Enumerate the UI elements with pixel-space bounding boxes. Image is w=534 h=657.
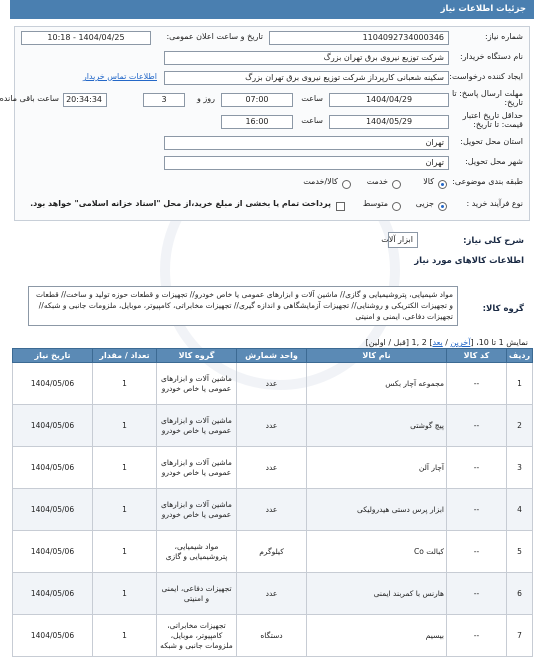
- buyer-label: نام دستگاه خریدار:: [460, 52, 523, 61]
- reply-time-field: 07:00: [221, 93, 293, 107]
- cell-unit: دستگاه: [237, 615, 307, 657]
- cell-qty: 1: [93, 573, 157, 615]
- cell-name: ابزار پرس دستی هیدرولیکی: [307, 489, 447, 531]
- announce-field: 1404/04/25 - 10:18: [21, 31, 151, 45]
- cell-row: 3: [507, 447, 533, 489]
- col-name: نام کالا: [307, 349, 447, 363]
- city-label: شهر محل تحویل:: [465, 157, 523, 166]
- creator-field: سکینه شعبانی کارپرداز شرکت توزیع نیروی برق تهران بزرگ: [164, 71, 449, 85]
- pager-pages: ] 2 ,1 [قبل / اولین]: [365, 338, 433, 347]
- pager-last-link[interactable]: آخرین: [450, 338, 471, 347]
- category-option-goods: کالا: [423, 177, 434, 186]
- creator-label: ایجاد کننده درخواست:: [449, 72, 523, 81]
- category-radio-both[interactable]: [342, 180, 351, 189]
- cell-date: 1404/05/06: [13, 447, 93, 489]
- cell-qty: 1: [93, 531, 157, 573]
- goods-group-text: مواد شیمیایی، پتروشیمیایی و گازی// ماشین آلات و ابزارهای عمومی یا خاص خودرو// تجهیزات و قطعات حوزه تولید و ساخت// قطعات و تجهیزات الکتریکی و روشنایی// تجهیزات آزمایشگاهی و اندازه گیری// تجهیزات مخابراتی، کامپیوتر، موبایل، ملزومات جانبی و شبکه// تجهیزات دفاعی، ایمنی و امنیتی: [28, 286, 458, 326]
- process-radio-minor[interactable]: [438, 202, 447, 211]
- process-option-minor: جزیی: [415, 199, 434, 208]
- pager-next-link[interactable]: بعد: [432, 338, 443, 347]
- col-group: گروه کالا: [157, 349, 237, 363]
- province-field: تهران: [164, 136, 449, 150]
- cell-name: آچار آلن: [307, 447, 447, 489]
- goods-section-title: اطلاعات کالاهای مورد نیاز: [414, 256, 524, 266]
- table-row[interactable]: [13, 531, 533, 573]
- cell-group: مواد شیمیایی، پتروشیمیایی و گازی: [157, 531, 237, 573]
- cell-group: ماشین آلات و ابزارهای عمومی یا خاص خودرو: [157, 489, 237, 531]
- buyer-contact-link[interactable]: اطلاعات تماس خریدار: [82, 72, 157, 81]
- goods-table: [12, 348, 533, 657]
- cell-name: مجموعه آچار بکس: [307, 363, 447, 405]
- validity-time-label: ساعت: [301, 116, 323, 125]
- cell-code: --: [447, 573, 507, 615]
- need-details-panel: [0, 26, 530, 221]
- pager-prefix: نمایش 1 تا 10، [: [470, 338, 528, 347]
- col-code: کد کالا: [447, 349, 507, 363]
- table-row[interactable]: [13, 573, 533, 615]
- table-row[interactable]: [13, 363, 533, 405]
- cell-code: --: [447, 615, 507, 657]
- treasury-checkbox[interactable]: [336, 202, 345, 211]
- reply-date-field: 1404/04/29: [329, 93, 449, 107]
- need-number-label: شماره نیاز:: [485, 32, 523, 41]
- cell-name: کبالت Co: [307, 531, 447, 573]
- cell-group: ماشین آلات و ابزارهای عمومی یا خاص خودرو: [157, 405, 237, 447]
- col-qty: تعداد / مقدار: [93, 349, 157, 363]
- page-header: جزئیات اطلاعات نیاز: [10, 0, 534, 19]
- treasury-note: پرداخت تمام یا بخشی از مبلغ خرید،از محل "اسناد خزانه اسلامی" خواهد بود.: [30, 199, 331, 208]
- table-row[interactable]: [13, 447, 533, 489]
- need-number-field: 1104092734000346: [269, 31, 449, 45]
- cell-row: 1: [507, 363, 533, 405]
- cell-row: 5: [507, 531, 533, 573]
- cell-group: تجهیزات دفاعی، ایمنی و امنیتی: [157, 573, 237, 615]
- cell-code: --: [447, 489, 507, 531]
- days-remaining-field: 3: [143, 93, 185, 107]
- cell-qty: 1: [93, 447, 157, 489]
- cell-date: 1404/05/06: [13, 615, 93, 657]
- reply-deadline-label: مهلت ارسال پاسخ: تا تاریخ:: [451, 89, 523, 107]
- table-header-row: [13, 349, 533, 363]
- cell-name: پیچ گوشتی: [307, 405, 447, 447]
- category-option-service: خدمت: [366, 177, 388, 186]
- category-radio-goods[interactable]: [438, 180, 447, 189]
- col-unit: واحد شمارش: [237, 349, 307, 363]
- announce-label: تاریخ و ساعت اعلان عمومی:: [166, 32, 263, 41]
- cell-row: 7: [507, 615, 533, 657]
- category-label: طبقه بندی موضوعی:: [452, 177, 523, 186]
- reply-time-label: ساعت: [301, 94, 323, 103]
- pager-sep: /: [442, 338, 451, 347]
- cell-code: --: [447, 447, 507, 489]
- cell-group: ماشین آلات و ابزارهای عمومی یا خاص خودرو: [157, 447, 237, 489]
- cell-code: --: [447, 531, 507, 573]
- cell-code: --: [447, 363, 507, 405]
- table-row[interactable]: [13, 405, 533, 447]
- remaining-time-field: 20:34:34: [63, 93, 107, 107]
- category-option-both: کالا/خدمت: [303, 177, 338, 186]
- province-label: استان محل تحویل:: [460, 137, 523, 146]
- cell-row: 2: [507, 405, 533, 447]
- cell-row: 6: [507, 573, 533, 615]
- cell-unit: عدد: [237, 447, 307, 489]
- cell-unit: کیلوگرم: [237, 531, 307, 573]
- cell-qty: 1: [93, 615, 157, 657]
- cell-name: بیسیم: [307, 615, 447, 657]
- col-date: تاریخ نیاز: [13, 349, 93, 363]
- cell-date: 1404/05/06: [13, 531, 93, 573]
- validity-time-field: 16:00: [221, 115, 293, 129]
- cell-unit: عدد: [237, 489, 307, 531]
- buyer-field: شرکت توزیع نیروی برق تهران بزرگ: [164, 51, 449, 65]
- pagination: [366, 338, 528, 347]
- cell-qty: 1: [93, 489, 157, 531]
- days-label: روز و: [197, 94, 215, 103]
- col-row: ردیف: [507, 349, 533, 363]
- cell-group: ماشین آلات و ابزارهای عمومی یا خاص خودرو: [157, 363, 237, 405]
- cell-unit: عدد: [237, 573, 307, 615]
- table-row[interactable]: [13, 489, 533, 531]
- cell-qty: 1: [93, 363, 157, 405]
- validity-date-field: 1404/05/29: [329, 115, 449, 129]
- cell-date: 1404/05/06: [13, 405, 93, 447]
- cell-unit: عدد: [237, 363, 307, 405]
- cell-qty: 1: [93, 405, 157, 447]
- cell-code: --: [447, 405, 507, 447]
- cell-date: 1404/05/06: [13, 363, 93, 405]
- process-radio-medium[interactable]: [392, 202, 401, 211]
- summary-label: شرح کلی نیاز:: [463, 236, 524, 246]
- remaining-label: ساعت باقی مانده: [0, 94, 59, 103]
- process-label: نوع فرآیند خرید :: [466, 199, 523, 208]
- validity-label: حداقل تاریخ اعتبار قیمت: تا تاریخ:: [462, 111, 523, 129]
- cell-name: هارنس با کمربند ایمنی: [307, 573, 447, 615]
- cell-date: 1404/05/06: [13, 489, 93, 531]
- cell-date: 1404/05/06: [13, 573, 93, 615]
- table-row[interactable]: [13, 615, 533, 657]
- process-option-medium: متوسط: [362, 199, 388, 208]
- cell-row: 4: [507, 489, 533, 531]
- city-field: تهران: [164, 156, 449, 170]
- cell-unit: عدد: [237, 405, 307, 447]
- category-radio-service[interactable]: [392, 180, 401, 189]
- goods-group-label: گروه کالا:: [482, 304, 524, 314]
- cell-group: تجهیزات مخابراتی، کامپیوتر، موبایل، ملزومات جانبی و شبکه: [157, 615, 237, 657]
- summary-field: ابزار آلات: [388, 232, 418, 248]
